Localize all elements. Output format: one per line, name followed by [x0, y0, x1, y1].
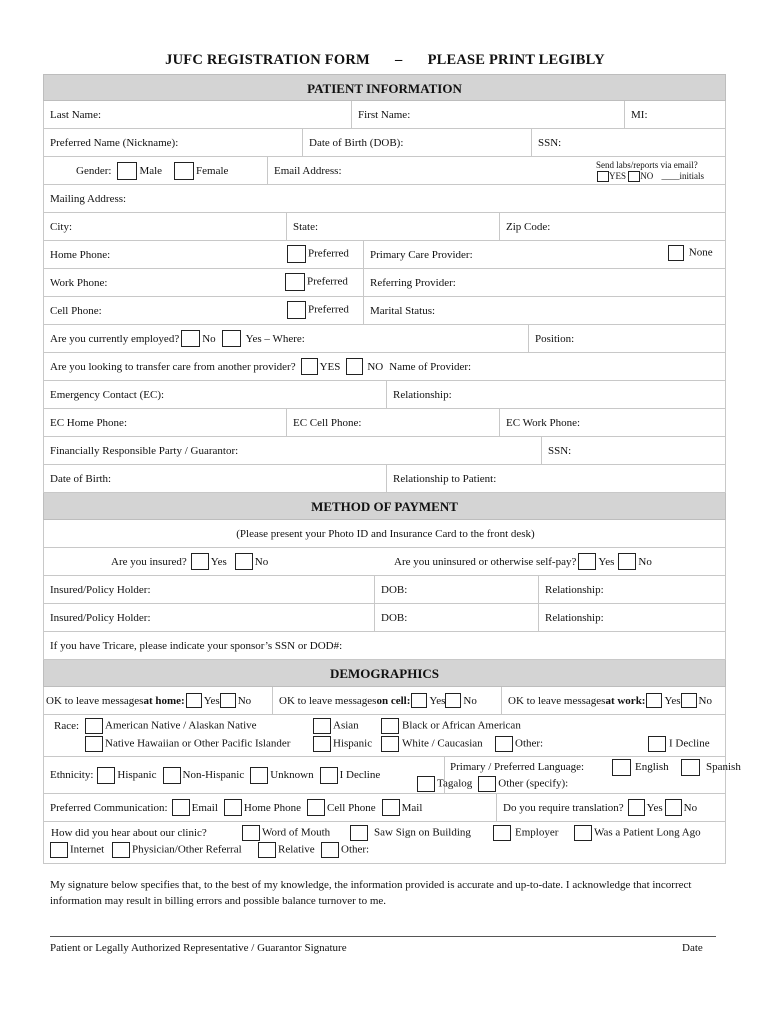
race-2-label: Asian — [333, 719, 359, 732]
employed-no-checkbox[interactable] — [181, 330, 200, 347]
ec-home-label: EC Home Phone: — [50, 416, 127, 429]
lang-opt-3-wrap — [417, 776, 568, 792]
holder-1-label: Insured/Policy Holder: — [50, 583, 151, 596]
ssn-label: SSN: — [538, 136, 562, 149]
last-name-label: Last Name: — [50, 108, 102, 121]
holder-1-dob-field[interactable] — [374, 576, 538, 603]
employed-field — [44, 325, 528, 352]
lang-3-checkbox[interactable] — [417, 776, 435, 792]
ok-home-label: OK to leave messages — [46, 694, 144, 707]
work-preferred-checkbox[interactable] — [285, 273, 305, 291]
state-field[interactable] — [286, 213, 499, 240]
rel-patient-field[interactable] — [386, 465, 727, 492]
guarantor-dob-field[interactable] — [44, 465, 386, 492]
state-label: State: — [293, 220, 319, 233]
hear-opt-7 — [258, 842, 315, 858]
home-phone-label: Home Phone: — [50, 248, 111, 261]
form-title-left: JUFC REGISTRATION FORM — [165, 52, 370, 68]
lang-1-checkbox[interactable] — [612, 759, 631, 776]
transfer-yes-label: YES — [319, 360, 341, 373]
selfpay-no-label: No — [638, 555, 652, 568]
comm-label: Preferred Communication: — [50, 801, 168, 814]
language-label: Primary / Preferred Language: — [450, 761, 585, 773]
translation-field — [496, 794, 727, 821]
insured-no-checkbox[interactable] — [235, 553, 253, 570]
referring-field[interactable] — [363, 269, 727, 296]
guarantor-dob-row — [43, 465, 726, 493]
pcp-label: Primary Care Provider: — [370, 248, 473, 261]
last-name-field[interactable] — [44, 101, 351, 128]
holder-1-field[interactable] — [44, 576, 374, 603]
ok-home-field — [44, 687, 272, 714]
ok-work-yes-checkbox[interactable] — [646, 693, 662, 708]
mailing-row — [43, 185, 726, 213]
ok-cell-label: OK to leave messages — [279, 694, 377, 707]
race-8-label: I Decline — [669, 737, 710, 750]
comm-1-checkbox[interactable] — [172, 799, 190, 816]
eth-2-checkbox[interactable] — [163, 767, 181, 784]
hear-opt-8 — [321, 842, 369, 858]
cell-phone-row — [43, 297, 726, 325]
hear-opt-1 — [242, 825, 330, 841]
position-field[interactable] — [528, 325, 727, 352]
holder-1-rel-label: Relationship: — [545, 583, 604, 596]
race-opt-3 — [381, 718, 521, 734]
ok-cell-no-checkbox[interactable] — [445, 693, 461, 708]
hear-opt-5 — [50, 842, 104, 858]
race-2-checkbox[interactable] — [313, 718, 331, 734]
guarantor-label: Financially Responsible Party / Guarantor: — [50, 444, 239, 457]
hear-7-checkbox[interactable] — [258, 842, 276, 858]
ok-home-bold: at home: — [143, 694, 185, 707]
lang-4-checkbox[interactable] — [478, 776, 496, 792]
ok-work-bold: at work: — [605, 694, 646, 707]
race-opt-2 — [313, 718, 359, 734]
hear-5-checkbox[interactable] — [50, 842, 68, 858]
selfpay-label: Are you uninsured or otherwise self-pay? — [394, 555, 577, 568]
race-1-label: American Native / Alaskan Native — [105, 719, 257, 732]
messages-row — [43, 687, 726, 715]
race-5-label: Hispanic — [333, 737, 373, 750]
ok-work-no-label: No — [698, 694, 712, 707]
city-label: City: — [50, 220, 73, 233]
hear-1-label: Word of Mouth — [262, 826, 331, 839]
guarantor-row — [43, 437, 726, 465]
hear-6-label: Physician/Other Referral — [132, 843, 242, 856]
translation-label: Do you require translation? — [503, 801, 624, 814]
ok-work-no-checkbox[interactable] — [681, 693, 697, 708]
cell-preferred-checkbox[interactable] — [287, 301, 306, 319]
ec-cell-field[interactable] — [286, 409, 499, 436]
guarantor-field[interactable] — [44, 437, 541, 464]
work-preferred — [285, 273, 348, 291]
ok-home-no-label: No — [237, 694, 252, 707]
date-label: Date — [682, 942, 703, 954]
insured-no-label: No — [254, 555, 269, 568]
name-row — [43, 101, 726, 129]
ok-work-yes-label: Yes — [664, 694, 681, 707]
ec-work-field[interactable] — [499, 409, 727, 436]
tricare-field[interactable] — [44, 632, 727, 659]
ok-cell-yes-label: Yes — [429, 694, 446, 707]
translation-no-checkbox[interactable] — [665, 799, 682, 816]
transfer-label: Are you looking to transfer care from another provider? — [50, 360, 296, 373]
eth-4-checkbox[interactable] — [320, 767, 338, 784]
employed-label: Are you currently employed? — [50, 332, 180, 345]
home-preferred-checkbox[interactable] — [287, 245, 306, 263]
comm-3-checkbox[interactable] — [307, 799, 325, 816]
lang-3-label: Tagalog — [437, 777, 473, 790]
city-row — [43, 213, 726, 241]
cell-phone-label: Cell Phone: — [50, 304, 102, 317]
home-preferred — [287, 245, 349, 263]
male-checkbox[interactable] — [117, 162, 137, 180]
comm-2-checkbox[interactable] — [224, 799, 242, 816]
pcp-none — [668, 245, 713, 261]
mailing-address-field[interactable] — [44, 185, 727, 212]
demographics-header: DEMOGRAPHICS — [43, 660, 726, 687]
initials-field[interactable]: ____initials — [661, 171, 705, 181]
holder-2-dob-field[interactable] — [374, 604, 538, 631]
holder-2-label: Insured/Policy Holder: — [50, 611, 151, 624]
transfer-field — [44, 353, 727, 380]
send-labs-options — [597, 171, 704, 182]
ec-label: Emergency Contact (EC): — [50, 388, 165, 401]
selfpay-no-checkbox[interactable] — [618, 553, 636, 570]
translation-no-label: No — [683, 801, 698, 814]
position-label: Position: — [535, 332, 575, 345]
first-name-label: First Name: — [358, 108, 411, 121]
selfpay-field — [386, 548, 727, 575]
hear-opt-6 — [112, 842, 242, 858]
hear-6-checkbox[interactable] — [112, 842, 130, 858]
eth-3-checkbox[interactable] — [250, 767, 268, 784]
insured-label: Are you insured? — [111, 555, 187, 568]
ok-work-label: OK to leave messages — [508, 694, 606, 707]
race-1-checkbox[interactable] — [85, 718, 103, 734]
ec-field[interactable] — [44, 381, 386, 408]
employed-row — [43, 325, 726, 353]
insured-row — [43, 548, 726, 576]
ec-relationship-label: Relationship: — [393, 388, 452, 401]
eth-1-checkbox[interactable] — [97, 767, 115, 784]
insured-yes-label: Yes — [210, 555, 227, 568]
pcp-none-label: None — [688, 246, 713, 259]
hear-4-checkbox[interactable] — [574, 825, 592, 841]
race-opt-8 — [648, 736, 710, 752]
referring-label: Referring Provider: — [370, 276, 456, 289]
lang-2-checkbox[interactable] — [681, 759, 700, 776]
comm-1-label: Email — [191, 801, 218, 814]
preferred-name-row — [43, 129, 726, 157]
race-4-label: Native Hawaiian or Other Pacific Islander — [105, 737, 291, 750]
ok-home-yes-label: Yes — [203, 694, 220, 707]
hear-3-checkbox[interactable] — [493, 825, 511, 841]
dob-label: Date of Birth (DOB): — [309, 136, 404, 149]
home-phone-row — [43, 241, 726, 269]
transfer-no-label: NO — [367, 360, 384, 373]
ec-row — [43, 381, 726, 409]
gender-field — [44, 157, 267, 184]
race-opt-4 — [85, 736, 290, 752]
employed-yes-label: Yes – Where: — [245, 332, 305, 345]
ethnicity-field — [44, 757, 444, 793]
hear-1-checkbox[interactable] — [242, 825, 260, 841]
ec-work-label: EC Work Phone: — [506, 416, 581, 429]
preferred-name-label: Preferred Name (Nickname): — [50, 136, 179, 149]
race-opt-5 — [313, 736, 372, 752]
hear-2-checkbox[interactable] — [350, 825, 368, 841]
labs-yes-label: YES — [609, 171, 627, 181]
mi-field[interactable] — [624, 101, 727, 128]
city-field[interactable] — [44, 213, 286, 240]
ec-relationship-field[interactable] — [386, 381, 727, 408]
hear-opt-4 — [574, 825, 701, 841]
hear-2-label: Saw Sign on Building — [374, 826, 471, 839]
race-row — [43, 715, 726, 757]
signature-statement: My signature below specifies that, to the best of my knowledge, the information provided is accurate and up-to-date. I acknowledge that incorrect information may result in billing errors and possible balance turnover to me. — [50, 879, 692, 907]
comm-field — [44, 794, 496, 821]
race-7-label: Other: — [515, 737, 544, 750]
ssn-field[interactable] — [531, 129, 727, 156]
zip-label: Zip Code: — [506, 220, 551, 233]
lang-2-label: Spanish — [706, 761, 741, 774]
race-5-checkbox[interactable] — [313, 736, 331, 752]
holder-row-2 — [43, 604, 726, 632]
race-7-checkbox[interactable] — [495, 736, 513, 752]
tricare-row — [43, 632, 726, 660]
ec-cell-label: EC Cell Phone: — [293, 416, 362, 429]
ok-home-no-checkbox[interactable] — [220, 693, 236, 708]
lang-opt-1 — [612, 759, 669, 776]
marital-label: Marital Status: — [370, 304, 436, 317]
gender-email-row — [43, 157, 726, 185]
race-3-checkbox[interactable] — [381, 718, 399, 734]
transfer-yes-checkbox[interactable] — [301, 358, 318, 375]
selfpay-yes-checkbox[interactable] — [578, 553, 596, 570]
race-4-checkbox[interactable] — [85, 736, 103, 752]
labs-no-checkbox[interactable] — [628, 171, 640, 182]
race-label: Race: — [54, 720, 80, 732]
male-label: Male — [139, 164, 163, 177]
labs-no-label: NO — [640, 171, 654, 181]
race-3-label: Black or African American — [402, 719, 521, 732]
ok-cell-no-label: No — [463, 694, 477, 707]
hear-row — [43, 822, 726, 864]
ok-cell-yes-checkbox[interactable] — [411, 693, 427, 708]
race-opt-6 — [381, 736, 483, 752]
hear-8-label: Other: — [341, 843, 370, 856]
home-preferred-label: Preferred — [308, 247, 349, 260]
comm-4-label: Mail — [401, 801, 423, 814]
preferred-name-field[interactable] — [44, 129, 302, 156]
payment-header: METHOD OF PAYMENT — [43, 493, 726, 520]
form-title-right: PLEASE PRINT LEGIBLY — [427, 52, 605, 68]
hear-5-label: Internet — [70, 843, 105, 856]
lang-4-label: Other (specify): — [498, 777, 569, 790]
female-label: Female — [196, 164, 229, 177]
ok-work-field — [501, 687, 727, 714]
holder-row-1 — [43, 576, 726, 604]
ok-cell-bold: on cell: — [376, 694, 411, 707]
mailing-label: Mailing Address: — [50, 192, 127, 205]
ok-home-yes-checkbox[interactable] — [186, 693, 202, 708]
payment-note-row — [43, 520, 726, 548]
lang-1-label: English — [635, 761, 669, 774]
tricare-label: If you have Tricare, please indicate your sponsor’s SSN or DOD#: — [50, 639, 343, 652]
hear-7-label: Relative — [278, 843, 315, 856]
registration-form — [43, 74, 741, 864]
labs-yes-checkbox[interactable] — [597, 171, 609, 182]
payment-note: (Please present your Photo ID and Insurance Card to the front desk) — [236, 527, 535, 540]
eth-2-label: Non-Hispanic — [182, 769, 245, 781]
communication-row — [43, 794, 726, 822]
dob-field[interactable] — [302, 129, 531, 156]
email-label: Email Address: — [274, 164, 342, 177]
ethnicity-row — [43, 757, 741, 794]
ok-cell-field — [272, 687, 501, 714]
eth-3-label: Unknown — [270, 769, 314, 781]
race-opt-7 — [495, 736, 543, 752]
hear-opt-2 — [350, 825, 471, 841]
insured-yes-checkbox[interactable] — [191, 553, 209, 570]
hear-3-label: Employer — [515, 826, 559, 839]
holder-1-dob-label: DOB: — [381, 583, 408, 596]
signature-label: Patient or Legally Authorized Representative / Guarantor Signature — [50, 942, 347, 954]
marital-field[interactable] — [363, 297, 727, 324]
rel-patient-label: Relationship to Patient: — [393, 472, 497, 485]
eth-4-label: I Decline — [339, 769, 381, 781]
race-6-label: White / Caucasian — [402, 737, 483, 750]
patient-info-header: PATIENT INFORMATION — [43, 74, 726, 101]
gender-label: Gender: — [76, 164, 112, 177]
guarantor-ssn-field[interactable] — [541, 437, 727, 464]
ec-phones-row — [43, 409, 726, 437]
form-title — [0, 52, 770, 69]
female-checkbox[interactable] — [174, 162, 194, 180]
translation-yes-label: Yes — [646, 801, 663, 814]
employed-yes-checkbox[interactable] — [222, 330, 241, 347]
signature-line[interactable] — [50, 936, 716, 937]
pcp-none-checkbox[interactable] — [668, 245, 684, 261]
hear-label: How did you hear about our clinic? — [51, 827, 207, 839]
holder-1-rel-field[interactable] — [538, 576, 727, 603]
work-phone-row — [43, 269, 726, 297]
first-name-field[interactable] — [351, 101, 624, 128]
comm-3-label: Cell Phone — [327, 801, 376, 814]
send-labs-label: Send labs/reports via email? — [596, 160, 698, 170]
holder-2-rel-field[interactable] — [538, 604, 727, 631]
lang-opt-2 — [681, 759, 741, 776]
race-opt-1 — [85, 718, 257, 734]
comm-4-checkbox[interactable] — [382, 799, 400, 816]
insured-field — [44, 548, 386, 575]
provider-name-label[interactable]: Name of Provider: — [389, 360, 472, 373]
work-phone-label: Work Phone: — [50, 276, 108, 289]
eth-1-label: Hispanic — [117, 769, 157, 781]
cell-preferred-label: Preferred — [308, 303, 349, 316]
transfer-row — [43, 353, 726, 381]
mi-label: MI: — [631, 108, 648, 121]
ec-home-field[interactable] — [44, 409, 286, 436]
holder-2-rel-label: Relationship: — [545, 611, 604, 624]
hear-8-checkbox[interactable] — [321, 842, 339, 858]
holder-2-dob-label: DOB: — [381, 611, 408, 624]
holder-2-field[interactable] — [44, 604, 374, 631]
guarantor-ssn-label: SSN: — [548, 444, 572, 457]
employed-no-label: No — [202, 332, 216, 345]
hear-opt-3 — [493, 825, 558, 841]
comm-2-label: Home Phone — [243, 801, 302, 814]
cell-preferred — [287, 301, 349, 319]
work-preferred-label: Preferred — [307, 275, 348, 288]
race-8-checkbox[interactable] — [648, 736, 666, 752]
transfer-no-checkbox[interactable] — [346, 358, 363, 375]
guarantor-dob-label: Date of Birth: — [50, 472, 112, 485]
translation-yes-checkbox[interactable] — [628, 799, 645, 816]
title-dash: – — [395, 52, 403, 68]
zip-field[interactable] — [499, 213, 727, 240]
selfpay-yes-label: Yes — [598, 555, 615, 568]
ethnicity-label: Ethnicity: — [50, 769, 94, 781]
hear-4-label: Was a Patient Long Ago — [594, 826, 701, 839]
race-6-checkbox[interactable] — [381, 736, 399, 752]
